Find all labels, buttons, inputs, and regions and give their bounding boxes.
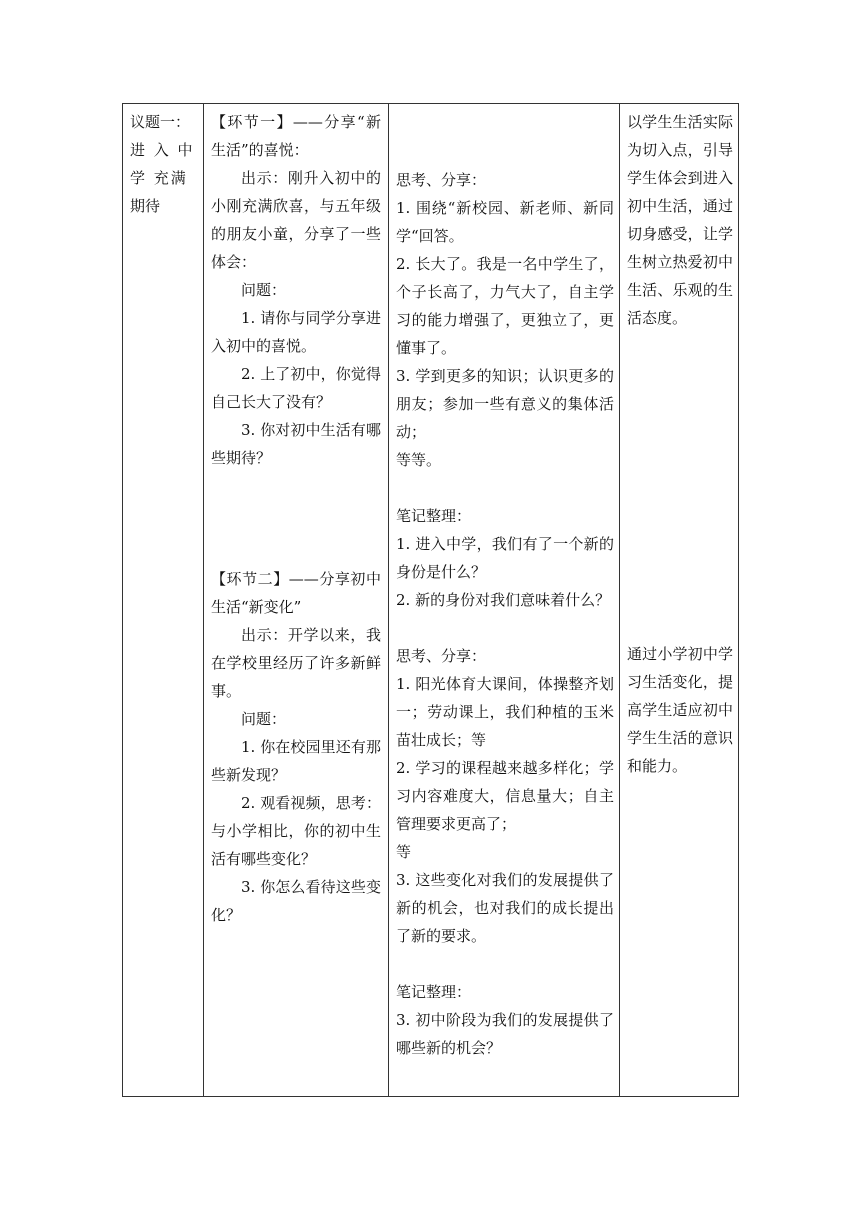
- lesson-table: [122, 103, 739, 1097]
- activity-item: 等: [396, 843, 412, 861]
- activities-cell: [396, 166, 614, 1096]
- segment-one-question-label: 问题：: [241, 281, 287, 299]
- column-divider: [619, 104, 620, 1096]
- segment-two-show: 出示：开学以来，我在学校里经历了许多新鲜事。: [211, 626, 381, 700]
- intent-text: 以学生生活实际为切入点，引导学生体会到进入初中生活，通过切身感受，让学生树立热爱初中生活、乐观的生活态度。: [627, 113, 733, 327]
- topic-line: 进 入 中: [130, 141, 195, 159]
- notes-heading: 笔记整理：: [396, 983, 472, 1001]
- activity-item: 3. 这些变化对我们的发展提供了新的机会，也对我们的成长提出了新的要求。: [396, 871, 614, 945]
- segment-one-question: 1. 请你与同学分享进入初中的喜悦。: [211, 309, 381, 355]
- segment-one-title: 【环节一】——分享“新生活”的喜悦：: [211, 113, 381, 159]
- topic-line: 期待: [130, 197, 161, 215]
- segment-two-title: 【环节二】——分享初中生活“新变化”: [211, 570, 381, 616]
- notes-item: 3. 初中阶段为我们的发展提供了哪些新的机会？: [396, 1011, 614, 1057]
- segment-one-question: 3. 你对初中生活有哪些期待？: [211, 421, 381, 467]
- activity-item: 等等。: [396, 451, 442, 469]
- segment-one-show: 出示：刚升入初中的小刚充满欣喜，与五年级的朋友小童，分享了一些体会：: [211, 169, 381, 271]
- segment-two-question: 3. 你怎么看待这些变化？: [211, 878, 381, 924]
- notes-item: 2. 新的身份对我们意味着什么？: [396, 591, 611, 609]
- activity-item: 1. 围绕“新校园、新老师、新同学“回答。: [396, 199, 614, 245]
- topic-line: 学 充满: [130, 169, 188, 187]
- segment-one-question: 2. 上了初中，你觉得自己长大了没有？: [211, 365, 381, 411]
- segment-two-question: 1. 你在校园里还有那些新发现？: [211, 738, 381, 784]
- activity-item: 2. 长大了。我是一名中学生了，个子长高了，力气大了，自主学习的能力增强了，更独立了，更懂事了。: [396, 255, 614, 357]
- topic-line: 议题一：: [130, 113, 191, 131]
- intent-cell: [627, 640, 733, 1096]
- segments-cell: [211, 108, 381, 1096]
- column-divider: [203, 104, 204, 1096]
- activity-heading: 思考、分享：: [396, 171, 487, 189]
- column-divider: [388, 104, 389, 1096]
- activity-item: 2. 学习的课程越来越多样化；学习内容难度大，信息量大；自主管理要求更高了；: [396, 759, 614, 833]
- notes-heading: 笔记整理：: [396, 507, 472, 525]
- segment-two-question: 2. 观看视频，思考：与小学相比，你的初中生活有哪些变化？: [211, 794, 381, 868]
- notes-item: 1. 进入中学，我们有了一个新的身份是什么？: [396, 535, 614, 581]
- intent-text: 通过小学初中学习生活变化，提高学生适应初中学生生活的意识和能力。: [627, 645, 733, 775]
- topic-cell: [130, 108, 198, 1096]
- activity-heading: 思考、分享：: [396, 647, 487, 665]
- activity-item: 3. 学到更多的知识；认识更多的朋友；参加一些有意义的集体活动；: [396, 367, 614, 441]
- activity-item: 1. 阳光体育大课间，体操整齐划一；劳动课上，我们种植的玉米苗壮成长；等: [396, 675, 614, 749]
- segment-two-question-label: 问题：: [241, 710, 287, 728]
